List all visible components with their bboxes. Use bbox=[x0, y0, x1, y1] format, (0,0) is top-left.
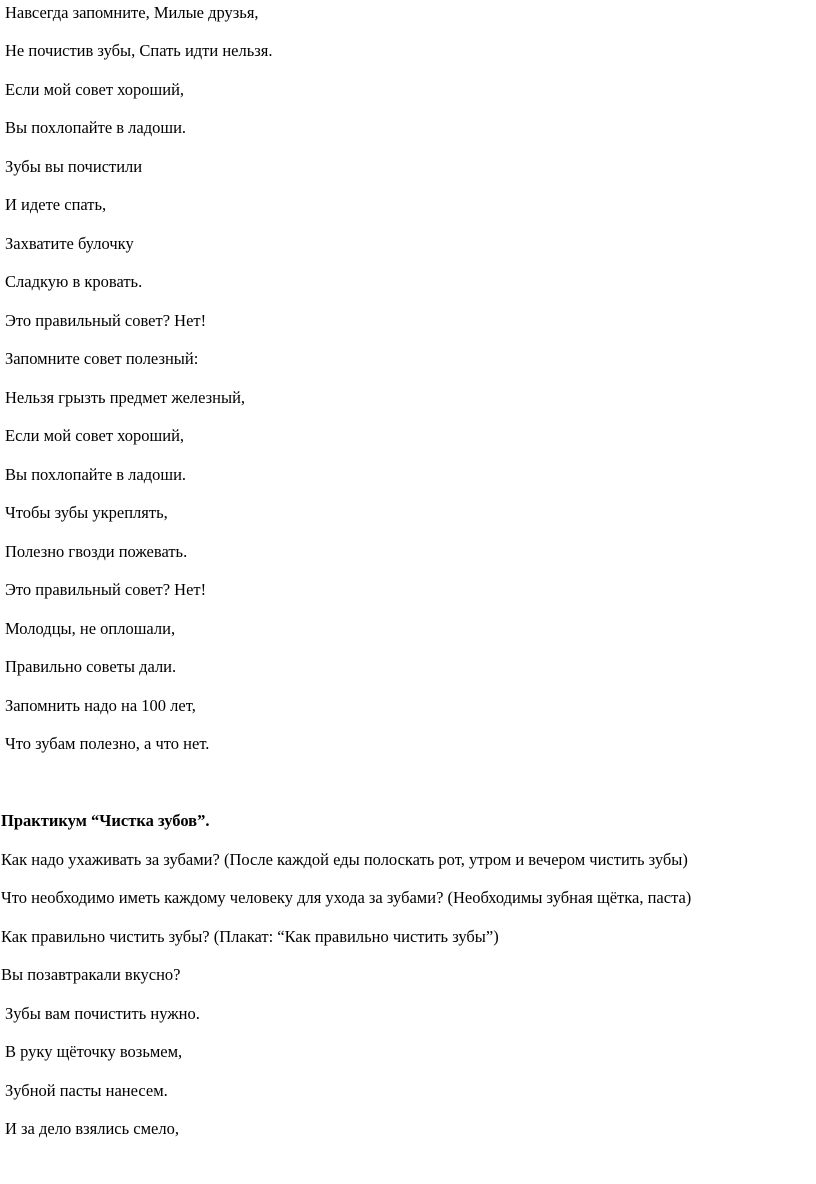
poem-line-17: Молодцы, не оплошали, bbox=[5, 619, 176, 638]
poem-line-1: Навсегда запомните, Милые друзья, bbox=[5, 3, 259, 22]
poem-line-18: Правильно советы дали. bbox=[5, 657, 177, 676]
practicum-heading: Практикум “Чистка зубов”. bbox=[1, 811, 210, 830]
poem-line-20: Что зубам полезно, а что нет. bbox=[5, 734, 210, 753]
poem-line-10: Запомните совет полезный: bbox=[5, 349, 199, 368]
poem-line-4: Вы похлопайте в ладоши. bbox=[5, 118, 187, 137]
poem-line-14: Чтобы зубы укреплять, bbox=[5, 503, 168, 522]
practicum-line-2: Что необходимо иметь каждому человеку для ухода за зубами? (Необходимы зубная щётка, паста) bbox=[1, 888, 692, 907]
poem-line-11: Нельзя грызть предмет железный, bbox=[5, 388, 246, 407]
practicum-line-1: Как надо ухаживать за зубами? (После каждой еды полоскать рот, утром и вечером чистить зубы) bbox=[1, 850, 688, 869]
poem-line-12: Если мой совет хороший, bbox=[5, 426, 185, 445]
poem-line-15: Полезно гвозди пожевать. bbox=[5, 542, 188, 561]
poem-line-5: Зубы вы почистили bbox=[5, 157, 143, 176]
practicum-line-8: И за дело взялись смело, bbox=[5, 1119, 179, 1138]
practicum-line-7: Зубной пасты нанесем. bbox=[5, 1081, 168, 1100]
poem-line-16: Это правильный совет? Нет! bbox=[5, 580, 207, 599]
poem-line-3: Если мой совет хороший, bbox=[5, 80, 185, 99]
practicum-line-3: Как правильно чистить зубы? (Плакат: “Как правильно чистить зубы”) bbox=[1, 927, 499, 946]
poem-line-8: Сладкую в кровать. bbox=[5, 272, 143, 291]
practicum-line-6: В руку щёточку возьмем, bbox=[5, 1042, 183, 1061]
practicum-line-5: Зубы вам почистить нужно. bbox=[5, 1004, 200, 1023]
poem-line-2: Не почистив зубы, Спать идти нельзя. bbox=[5, 41, 273, 60]
poem-line-19: Запомнить надо на 100 лет, bbox=[5, 696, 196, 715]
poem-line-6: И идете спать, bbox=[5, 195, 107, 214]
poem-line-7: Захватите булочку bbox=[5, 234, 134, 253]
poem-line-13: Вы похлопайте в ладоши. bbox=[5, 465, 187, 484]
practicum-line-4: Вы позавтракали вкусно? bbox=[1, 965, 181, 984]
poem-line-9: Это правильный совет? Нет! bbox=[5, 311, 207, 330]
